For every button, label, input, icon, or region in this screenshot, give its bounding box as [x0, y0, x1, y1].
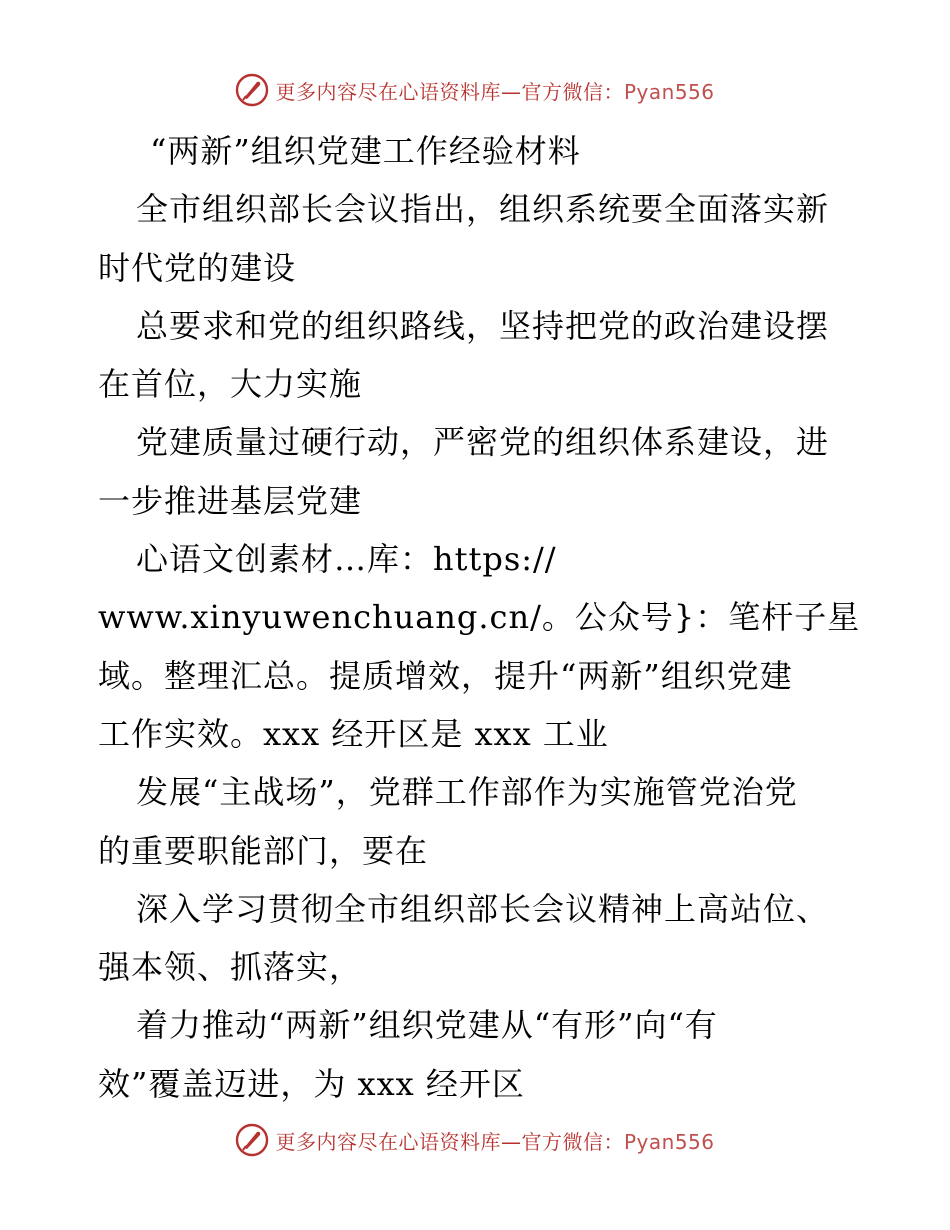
paragraph-line: 心语文创素材…库：https://	[136, 540, 557, 579]
footer-banner	[0, 1120, 950, 1160]
paragraph-line: 深入学习贯彻全市组织部长会议精神上高站位、	[136, 889, 830, 928]
paragraph-line: 时代党的建设	[98, 248, 297, 287]
paragraph-line: 全市组织部长会议指出，组织系统要全面落实新	[136, 190, 830, 229]
paragraph-line: 工作实效。xxx 经开区是 xxx 工业	[98, 714, 609, 753]
document-title: “两新”组织党建工作经验材料	[150, 132, 581, 170]
paragraph-line: 域。整理汇总。提质增效，提升“两新”组织党建	[98, 656, 793, 695]
paragraph-line: 效”覆盖迈进，为 xxx 经开区	[98, 1064, 525, 1103]
paragraph-line: 党建质量过硬行动，严密党的组织体系建设，进	[136, 423, 830, 462]
paragraph-line: 强本领、抓落实，	[98, 948, 363, 987]
header-banner-text: 更多内容尽在心语资料库—官方微信：Pyan556	[275, 79, 715, 104]
header-banner	[0, 70, 950, 110]
header-banner-account: Pyan556	[623, 79, 715, 104]
paragraph-line: 的重要职能部门，要在	[98, 831, 429, 870]
paragraph-line: 发展“主战场”，党群工作部作为实施管党治党	[136, 773, 798, 812]
paragraph-line: 一步推进基层党建	[98, 481, 363, 520]
document-body	[98, 122, 861, 1113]
paragraph-line: www.xinyuwenchuang.cn/。公众号}：笔杆子星	[98, 598, 861, 637]
feather-pen-logo-icon	[235, 73, 269, 107]
paragraph-line: 在首位，大力实施	[98, 365, 363, 404]
paragraph-line: 着力推动“两新”组织党建从“有形”向“有	[136, 1006, 718, 1045]
paragraph-line: 总要求和党的组织路线，坚持把党的政治建设摆	[136, 306, 830, 345]
footer-banner-account: Pyan556	[623, 1129, 715, 1154]
feather-pen-logo-icon	[235, 1123, 269, 1157]
footer-banner-text: 更多内容尽在心语资料库—官方微信：Pyan556	[275, 1129, 715, 1154]
